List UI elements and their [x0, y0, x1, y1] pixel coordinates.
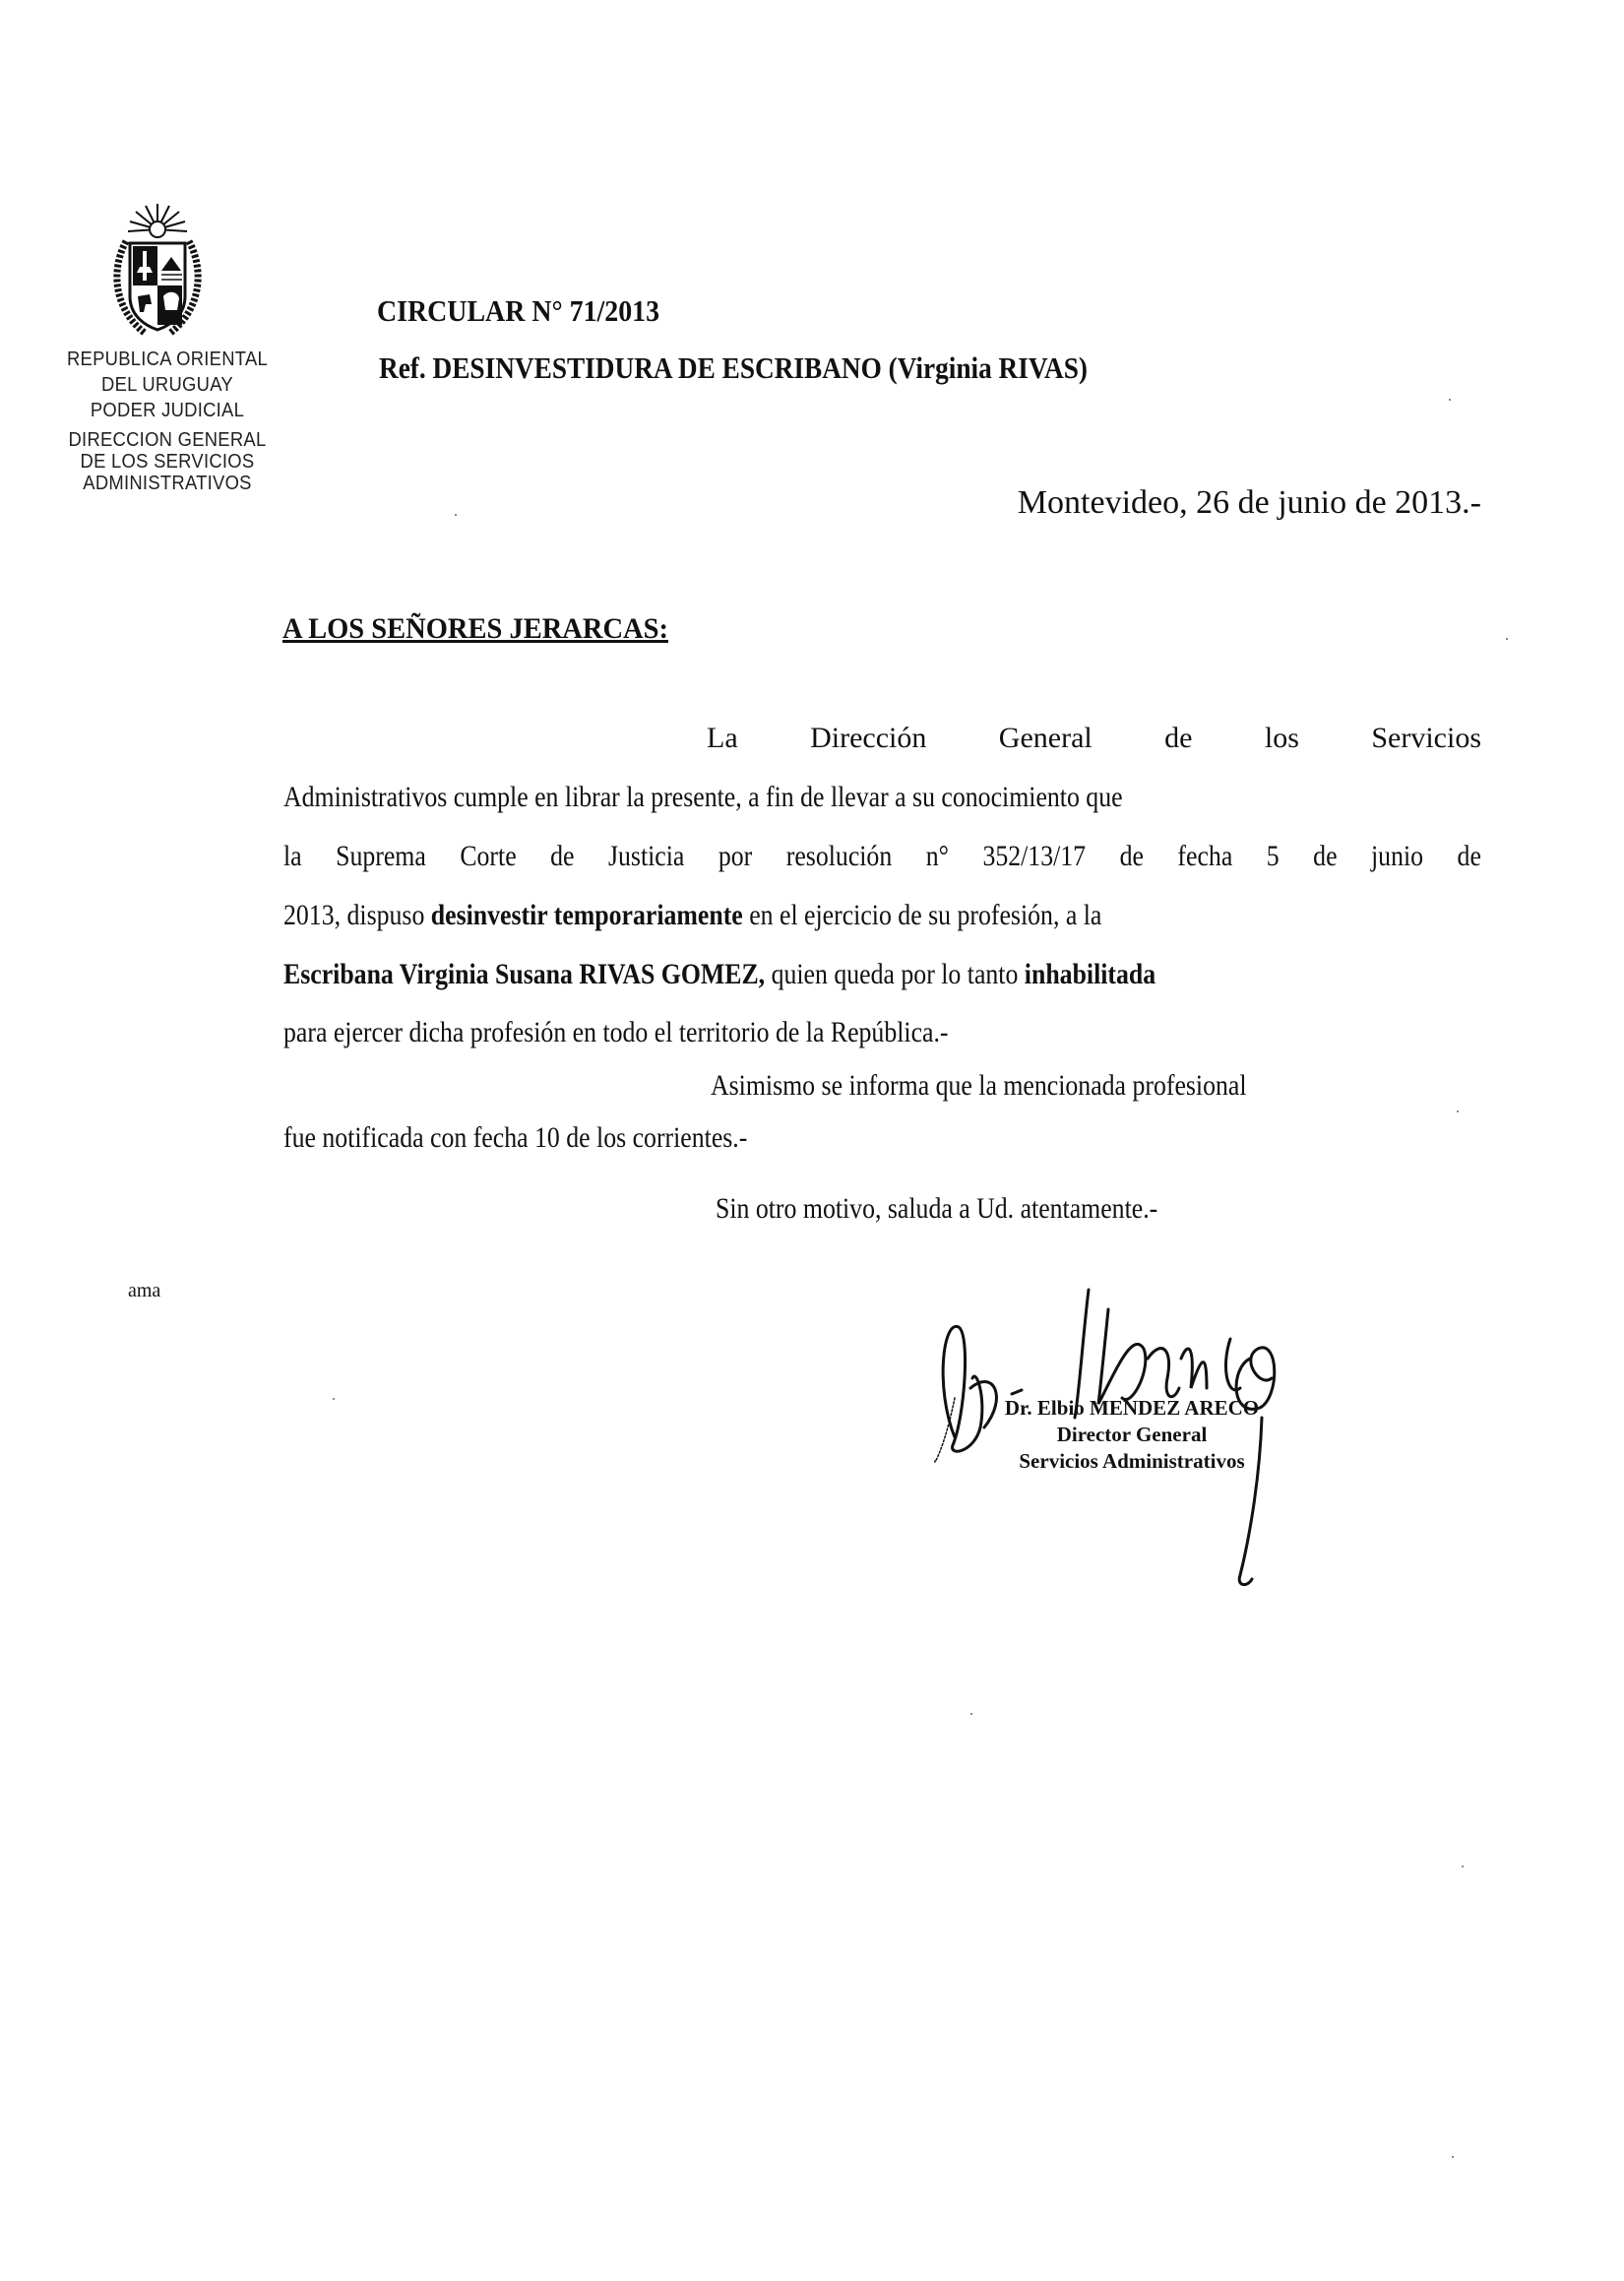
scan-speck	[1452, 2156, 1454, 2158]
letterhead-line: ADMINISTRATIVOS	[83, 473, 252, 494]
emphasis-text: Escribana Virginia Susana RIVAS GOMEZ,	[283, 958, 766, 990]
letterhead-line: DIRECCION GENERAL	[68, 429, 267, 451]
body-text: quien queda por lo tanto	[765, 958, 1025, 990]
scan-speck	[333, 1398, 335, 1400]
body-text: en el ejercicio de su profesión, a la	[742, 899, 1102, 931]
body-line	[283, 957, 1481, 992]
scan-speck	[1457, 1110, 1459, 1112]
letterhead-line: DEL URUGUAY	[101, 374, 233, 396]
scan-speck	[455, 514, 457, 516]
letterhead-line: PODER JUDICIAL	[90, 400, 245, 421]
body-line: la Suprema Corte de Justicia por resolución n° 352/13/17 de fecha 5 de junio de	[283, 840, 1481, 872]
letterhead-line: REPUBLICA ORIENTAL	[66, 348, 269, 370]
body-line	[283, 898, 1481, 933]
scan-speck	[1462, 1866, 1464, 1868]
letterhead-line: DE LOS SERVICIOS	[80, 451, 255, 473]
scan-speck	[1449, 399, 1451, 401]
salutation: A LOS SEÑORES JERARCAS:	[282, 612, 668, 645]
emphasis-text: inhabilitada	[1024, 958, 1156, 990]
body-line: para ejercer dicha profesión en todo el territorio de la República.-	[283, 1016, 949, 1048]
scan-speck	[970, 1713, 972, 1715]
body-line: La Dirección General de los Servicios	[707, 722, 1481, 754]
date-line: Montevideo, 26 de junio de 2013.-	[1017, 484, 1481, 521]
signatory-office: Servicios Administrativos	[1019, 1449, 1245, 1473]
letterhead-text	[39, 347, 295, 494]
body-line: Administrativos cumple en librar la presente, a fin de llevar a su conocimiento que	[283, 781, 1123, 813]
closing-line: Sin otro motivo, saluda a Ud. atentamente.-	[716, 1192, 1158, 1225]
body-line: Asimismo se informa que la mencionada profesional	[711, 1069, 1247, 1102]
signatory-title: Director General	[1056, 1423, 1208, 1446]
body-line: fue notificada con fecha 10 de los corrientes.-	[283, 1121, 748, 1154]
circular-number: CIRCULAR N° 71/2013	[377, 293, 660, 328]
typist-initials: ama	[128, 1280, 161, 1301]
reference-line: Ref. DESINVESTIDURA DE ESCRIBANO (Virginia RIVAS)	[379, 350, 1089, 385]
body-text: 2013, dispuso	[283, 899, 431, 931]
scan-speck	[1506, 638, 1508, 640]
signatory-name: Dr. Elbio MENDEZ ARECO	[1004, 1396, 1260, 1420]
coat-of-arms-emblem	[106, 202, 209, 342]
emphasis-text: desinvestir temporariamente	[430, 899, 743, 931]
